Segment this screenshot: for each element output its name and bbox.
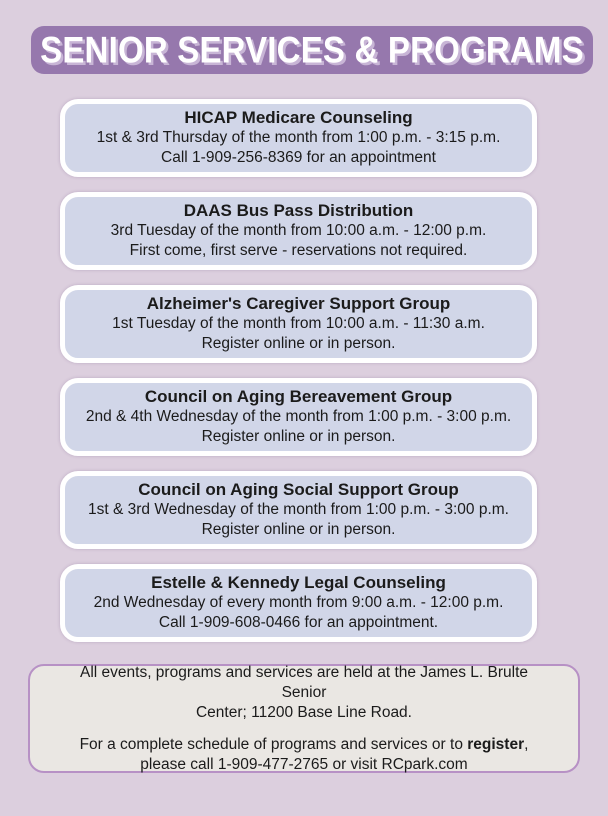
- program-note: Call 1-909-608-0466 for an appointment.: [158, 614, 439, 631]
- page-header: [31, 26, 593, 74]
- program-card-alzheimers-caregiver: [60, 285, 537, 363]
- footer-info-box: [28, 664, 580, 773]
- program-schedule: 1st & 3rd Thursday of the month from 1:00 p.m. - 3:15 p.m.: [96, 129, 501, 146]
- program-title: Alzheimer's Caregiver Support Group: [146, 294, 451, 313]
- footer-location: [58, 663, 550, 723]
- program-note: Register online or in person.: [201, 521, 396, 538]
- program-schedule: 1st & 3rd Wednesday of the month from 1:00 p.m. - 3:00 p.m.: [87, 501, 509, 518]
- footer-location-line1: All events, programs and services are held at the James L. Brulte Senior: [80, 663, 528, 701]
- program-note: Register online or in person.: [201, 335, 396, 352]
- footer-register-emphasis: register: [467, 735, 525, 753]
- footer-schedule-line1: [58, 735, 550, 755]
- footer-schedule-text: For a complete schedule of programs and services or to: [79, 735, 468, 753]
- program-schedule: 2nd & 4th Wednesday of the month from 1:00 p.m. - 3:00 p.m.: [85, 408, 512, 425]
- program-title: HICAP Medicare Counseling: [184, 108, 413, 127]
- footer-location-line2: Center; 11200 Base Line Road.: [195, 703, 412, 721]
- program-schedule: 1st Tuesday of the month from 10:00 a.m. - 11:30 a.m.: [112, 315, 485, 332]
- program-card-list: [60, 99, 537, 642]
- program-card-social-support-group: [60, 471, 537, 549]
- program-title: DAAS Bus Pass Distribution: [183, 201, 414, 220]
- program-card-hicap: [60, 99, 537, 177]
- program-card-legal-counseling: [60, 564, 537, 642]
- program-card-daas-bus-pass: [60, 192, 537, 270]
- program-schedule: 3rd Tuesday of the month from 10:00 a.m. - 12:00 p.m.: [110, 222, 487, 239]
- footer-schedule-comma: ,: [524, 735, 529, 753]
- program-card-bereavement-group: [60, 378, 537, 456]
- program-note: Call 1-909-256-8369 for an appointment: [161, 149, 436, 166]
- footer-schedule-line2: please call 1-909-477-2765 or visit RCpark.com: [140, 755, 468, 773]
- program-schedule: 2nd Wednesday of every month from 9:00 a.m. - 12:00 p.m.: [93, 594, 504, 611]
- program-title: Council on Aging Bereavement Group: [144, 387, 453, 406]
- program-title: Council on Aging Social Support Group: [138, 480, 459, 499]
- program-note: Register online or in person.: [201, 428, 396, 445]
- footer-schedule-info: [58, 735, 550, 775]
- program-title: Estelle & Kennedy Legal Counseling: [151, 573, 446, 592]
- page-title: SENIOR SERVICES & PROGRAMS: [40, 28, 584, 71]
- program-note: First come, first serve - reservations not required.: [129, 242, 468, 259]
